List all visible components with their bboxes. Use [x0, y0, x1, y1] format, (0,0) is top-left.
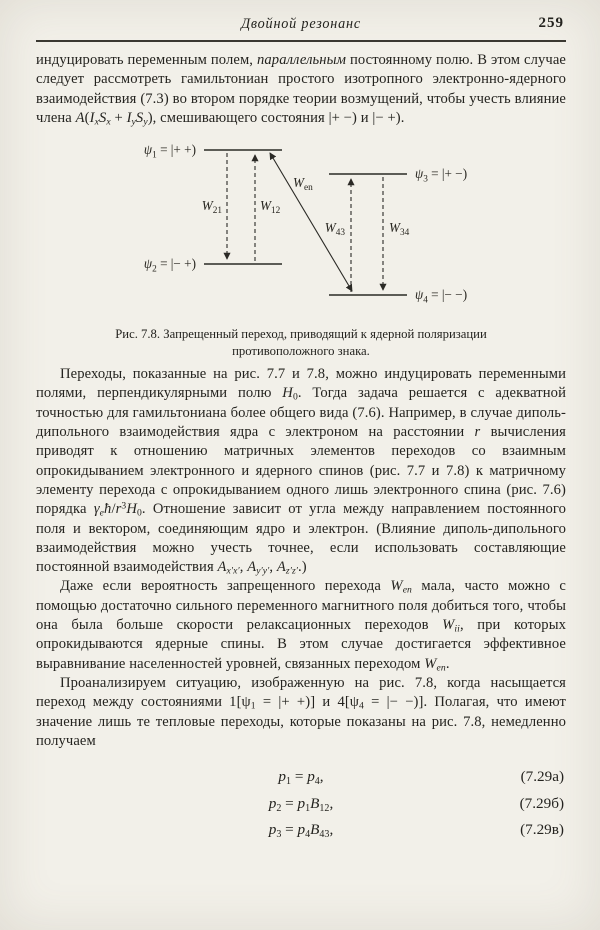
equation-number: (7.29в) — [520, 821, 564, 839]
paragraph-2: Переходы, показанные на рис. 7.7 и 7.8, можно индуцировать переменными полями, перпендикулярными полю $H_0$. Тогда задача решается с адекватной точностью для гамильтониана более общего вида (7.6). Например, в случае диполь-дипольного взаимодействия ядра с электроном на расстоянии r вычисления приводят к отношению матричных элементов переходов со взаимным опрокидыванием электронного и ядерного спинов (рис. 7.7 и 7.8) к матричному элементу перехода с опрокидыванием одного лишь электронного спина (рис. 7.6) порядка $\gamma_eħ/r^3H_0$. Отношение зависит от угла между направлением постоянного поля и вектором, соединяющим ядро и электрон. (Влияние диполь-дипольного взаимодействия можно учесть точнее, если использовать составляющие постоянной взаимодействия $A_{x'x'}$, $A_{y'y'}$, $A_{z'z'}$.) — [36, 366, 567, 577]
state-label-psi2: $\psi_2$ = |− +) — [143, 256, 196, 275]
rate-label-w21: $W_{21}$ — [201, 198, 222, 217]
figure-caption: Рис. 7.8. Запрещенный переход, приводящий к ядерной поляризации противоположного знака. — [115, 327, 487, 358]
paragraph-4: Проанализируем ситуацию, изображенную на рис. 7.8, когда насыщается переход между состояниями $1[\psi_1$ = |+ +)] и $4[\psi_4$ = |− −)]. Полагая, что имеют значение лишь те тепловые переходы, которые показаны на рис. 7.8, немедленно получаем — [36, 674, 566, 749]
equation-7-29v — [36, 817, 566, 844]
energy-level-diagram — [64, 136, 524, 321]
running-header — [36, 16, 566, 36]
state-label-psi4: $\psi_4$ = |− −) — [415, 287, 468, 306]
equation-block — [36, 764, 566, 844]
header-rule — [36, 40, 566, 42]
paragraph-1: индуцировать переменным полем, параллельным постоянному полю. В этом случае следует рассмотреть гамильтониан простого изотропного электронно-ядерного взаимодействия (7.3) во втором порядке теории возмущений, чтобы учесть влияние члена $A(I_xS_x + I_yS_y)$, смешивающего состояния |+ −) и |− +). — [36, 52, 566, 128]
paragraph-3: Даже если вероятность запрещенного перехода $W_{en}$ мала, часто можно с помощью достаточно сильного переменного магнитного поля добиться того, чтобы она была больше скорости релаксационных переходов $W_{ii}$, при которых опрокидываются ядерные спины. В этом случае достигается эффективное выравнивание населенностей уровней, связанных переходом $W_{en}$. — [36, 578, 567, 674]
page-number: 259 — [538, 15, 564, 31]
running-title: Двойной резонанс — [241, 16, 361, 32]
rate-label-wen: $W_{en}$ — [293, 175, 313, 194]
equation-number: (7.29а) — [520, 768, 564, 786]
equation-formula: $p_2 = p_1B_{12}$, — [268, 794, 334, 814]
state-label-psi3: $\psi_3$ = |+ −) — [415, 166, 468, 185]
rate-label-w43: $W_{43}$ — [324, 220, 345, 239]
equation-formula: $p_3 = p_4B_{43}$, — [268, 821, 334, 840]
figure-7-8 — [36, 136, 566, 359]
equation-number: (7.29б) — [519, 794, 564, 812]
equation-formula: $p_1 = p_4$, — [278, 768, 324, 787]
equation-7-29b — [36, 791, 566, 818]
state-label-psi1: $\psi_1$ = |+ +) — [143, 142, 196, 161]
equation-7-29a — [36, 764, 566, 791]
rate-label-w12: $W_{12}$ — [260, 198, 281, 217]
rate-label-w34: $W_{34}$ — [389, 220, 410, 239]
